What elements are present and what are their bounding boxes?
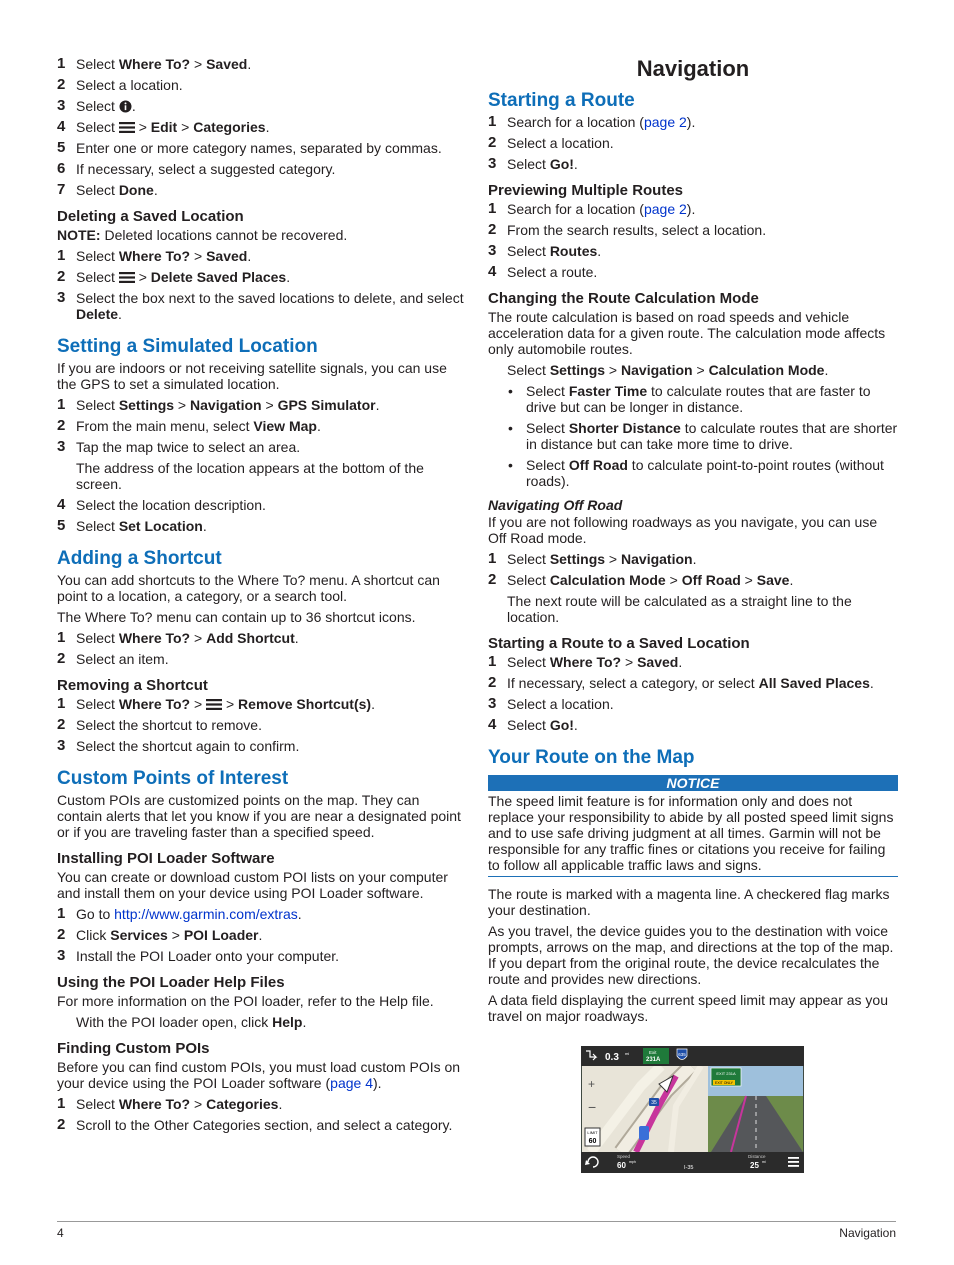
start-step <box>488 114 898 130</box>
help-intro: For more information on the POI loader, refer to the Help file. <box>57 993 434 1009</box>
saved-step <box>488 675 898 691</box>
right-column <box>488 0 898 1029</box>
sim-intro: If you are indoors or not receiving satellite signals, you can use the GPS to set a simulated location. <box>57 360 447 392</box>
info-icon <box>119 100 132 113</box>
saved-step <box>488 696 898 712</box>
step-text: Go to http://www.garmin.com/extras. <box>76 906 302 922</box>
current-road-name: I-35 <box>684 1165 694 1171</box>
bullet-dot: • <box>508 457 513 473</box>
calc-bullet-item <box>488 420 898 452</box>
remove-step <box>57 738 467 754</box>
step-text: Select Where To? > Saved. <box>76 56 252 72</box>
step-number: 3 <box>57 947 66 964</box>
steps-remove <box>57 696 467 754</box>
footer-section: Navigation <box>839 1226 896 1240</box>
calc-indent: Select Settings > Navigation > Calculation Mode. <box>507 362 829 378</box>
find-step <box>57 1096 467 1112</box>
map-screen-svg <box>581 1046 804 1173</box>
saved-edit-step <box>57 140 467 156</box>
step-text: Select Where To? > > Remove Shortcut(s). <box>76 696 375 712</box>
step-text: Select the location description. <box>76 497 266 513</box>
speed-limit-label: LIMIT <box>587 1130 598 1135</box>
remove-step <box>57 717 467 733</box>
offroad-step <box>488 572 898 588</box>
step-text: Select . <box>76 98 136 114</box>
steps-sim <box>57 397 467 455</box>
step-text: Click Services > POI Loader. <box>76 927 263 943</box>
heading-installing-poi-loader: Installing POI Loader Software <box>57 850 275 867</box>
offroad-intro: If you are not following roadways as you navigate, you can use Off Road mode. <box>488 514 878 546</box>
step-number: 6 <box>57 160 66 177</box>
step-number: 2 <box>57 716 66 733</box>
steps-offroad <box>488 551 898 588</box>
steps-saved-edit <box>57 56 467 198</box>
step-number: 1 <box>57 695 66 712</box>
footer-page-number: 4 <box>57 1226 64 1240</box>
step-number: 2 <box>57 1116 66 1133</box>
sim-step <box>57 518 467 534</box>
map-paragraph-2: As you travel, the device guides you to the destination with voice prompts, arrows on the map, and directions at the top of the map. If you depart from the original route, the device recalculates the route and provides new directions. <box>488 923 894 987</box>
step-text: Select a location. <box>507 696 614 712</box>
page-title: Navigation <box>636 56 750 81</box>
step-number: 3 <box>57 438 66 455</box>
step-text: Scroll to the Other Categories section, and select a category. <box>76 1117 453 1133</box>
delete-step <box>57 269 467 285</box>
exit-only-text: EXIT ONLY <box>715 1081 733 1085</box>
step-number: 2 <box>57 650 66 667</box>
step-text: Select the shortcut again to confirm. <box>76 738 300 754</box>
step-number: 3 <box>57 289 66 306</box>
step-text: Select Settings > Navigation > GPS Simulator. <box>76 397 380 413</box>
offroad-result: The next route will be calculated as a straight line to the location. <box>507 593 852 625</box>
steps-start <box>488 114 898 172</box>
heading-finding-poi: Finding Custom POIs <box>57 1040 210 1057</box>
step-number: 1 <box>57 905 66 922</box>
step-text: Install the POI Loader onto your computer. <box>76 948 340 964</box>
start-step <box>488 156 898 172</box>
step-number: 2 <box>488 571 497 588</box>
sim-step <box>57 439 467 455</box>
step-number: 4 <box>488 716 497 733</box>
calc-bullet-item <box>488 383 898 415</box>
sim-step <box>57 418 467 434</box>
step-number: 1 <box>57 629 66 646</box>
step-number: 2 <box>57 76 66 93</box>
step-text: Select Go!. <box>507 156 578 172</box>
step-number: 1 <box>488 653 497 670</box>
poi-intro: Custom POIs are customized points on the map. They can contain alerts that let you know if you are near a designated point or if you are traveling faster than a specified speed. <box>57 792 461 840</box>
step-text: From the main menu, select View Map. <box>76 418 321 434</box>
calc-bullets <box>488 383 898 489</box>
zoom-out-icon[interactable]: − <box>588 1099 597 1115</box>
step-text: Select Settings > Navigation. <box>507 551 697 567</box>
step-number: 3 <box>57 97 66 114</box>
step-text: Select the box next to the saved locations to delete, and select Delete. <box>76 290 464 322</box>
shortcut-step <box>57 630 467 646</box>
step-text: Select a route. <box>507 264 598 280</box>
step-text: Select Done. <box>76 182 158 198</box>
notice-text: The speed limit feature is for information only and does not replace your responsibility to abide by all posted speed limit signs and to use safe driving judgment at all times. Garmin will not be responsible for any traffic fines or citations you receive for failing to follow all applicable traffic laws and signs. <box>488 791 898 877</box>
saved-edit-step <box>57 56 467 72</box>
bullet-text: Select Shorter Distance to calculate routes that are shorter in distance but can take more time to drive. <box>526 420 898 452</box>
heading-saved-route: Starting a Route to a Saved Location <box>488 635 750 652</box>
note-text: Deleted locations cannot be recovered. <box>100 227 348 243</box>
route-shield-number: 35 <box>651 1100 657 1106</box>
steps-install <box>57 906 467 964</box>
step-text: Select Where To? > Add Shortcut. <box>76 630 299 646</box>
sim-step <box>57 497 467 513</box>
step-text: Search for a location (page 2). <box>507 114 696 130</box>
step-text: From the search results, select a location. <box>507 222 767 238</box>
step-number: 2 <box>488 674 497 691</box>
delete-note <box>57 227 467 243</box>
step-number: 7 <box>57 181 66 198</box>
step-text: If necessary, select a category, or select All Saved Places. <box>507 675 874 691</box>
heading-custom-poi: Custom Points of Interest <box>57 768 289 789</box>
step-text: Select Calculation Mode > Off Road > Save. <box>507 572 794 588</box>
step-number: 3 <box>488 155 497 172</box>
map-paragraph-3: A data field displaying the current speed limit may appear as you travel on major roadways. <box>488 992 889 1024</box>
step-number: 1 <box>488 113 497 130</box>
step-number: 2 <box>57 268 66 285</box>
shortcut-intro-1: You can add shortcuts to the Where To? menu. A shortcut can point to a location, a category, or a search tool. <box>57 572 440 604</box>
heading-route-on-map: Your Route on the Map <box>488 747 695 768</box>
bullet-text: Select Faster Time to calculate routes that are faster to drive but can be longer in distance. <box>526 383 871 415</box>
step-number: 5 <box>57 139 66 156</box>
distance-value: 25 <box>750 1161 759 1170</box>
step-text: Select Where To? > Categories. <box>76 1096 283 1112</box>
saved-step <box>488 654 898 670</box>
distance-unit: mi <box>762 1160 766 1164</box>
offroad-step <box>488 551 898 567</box>
device-map-screenshot <box>581 1046 804 1173</box>
step-number: 1 <box>57 396 66 413</box>
step-number: 2 <box>57 926 66 943</box>
menu-icon <box>206 698 222 711</box>
saved-edit-step <box>57 77 467 93</box>
step-number: 3 <box>488 242 497 259</box>
speed-unit: mph <box>629 1160 636 1164</box>
steps-saved <box>488 654 898 733</box>
heading-deleting-saved-location: Deleting a Saved Location <box>57 208 244 225</box>
steps-delete <box>57 248 467 322</box>
bullet-text: Select Off Road to calculate point-to-point routes (without roads). <box>526 457 884 489</box>
heading-starting-route: Starting a Route <box>488 90 635 111</box>
step-number: 2 <box>488 221 497 238</box>
start-step <box>488 135 898 151</box>
heading-adding-shortcut: Adding a Shortcut <box>57 548 222 569</box>
interstate-number: 635 <box>678 1052 686 1057</box>
step-text: Select a location. <box>507 135 614 151</box>
exit-number: 231A <box>646 1057 661 1063</box>
install-step <box>57 927 467 943</box>
heading-previewing-routes: Previewing Multiple Routes <box>488 182 684 199</box>
bullet-dot: • <box>508 420 513 436</box>
steps-sim-b <box>57 497 467 534</box>
footer-rule <box>57 1221 896 1222</box>
step-text: Select a location. <box>76 77 183 93</box>
saved-edit-step <box>57 182 467 198</box>
delete-step <box>57 248 467 264</box>
sim-result: The address of the location appears at the bottom of the screen. <box>76 460 424 492</box>
saved-step <box>488 717 898 733</box>
step-text: Select Where To? > Saved. <box>76 248 252 264</box>
menu-icon <box>119 121 135 134</box>
zoom-in-icon[interactable]: + <box>588 1077 596 1091</box>
step-number: 2 <box>488 134 497 151</box>
step-number: 2 <box>57 417 66 434</box>
step-number: 1 <box>488 200 497 217</box>
preview-step <box>488 222 898 238</box>
bullet-dot: • <box>508 383 513 399</box>
step-text: Search for a location (page 2). <box>507 201 696 217</box>
step-text: Select Where To? > Saved. <box>507 654 683 670</box>
saved-edit-step <box>57 98 467 114</box>
step-text: Select the shortcut to remove. <box>76 717 262 733</box>
steps-preview <box>488 201 898 280</box>
step-text: Select an item. <box>76 651 169 667</box>
remove-step <box>57 696 467 712</box>
speed-limit-value: 60 <box>588 1138 597 1145</box>
heading-simulated-location: Setting a Simulated Location <box>57 336 318 357</box>
next-turn-unit: mi <box>625 1051 630 1056</box>
calc-bullet-item <box>488 457 898 489</box>
find-step <box>57 1117 467 1133</box>
step-number: 5 <box>57 517 66 534</box>
step-number: 4 <box>57 118 66 135</box>
preview-step <box>488 201 898 217</box>
step-number: 1 <box>57 55 66 72</box>
distance-label: Distance <box>748 1154 766 1159</box>
shortcut-step <box>57 651 467 667</box>
step-text: Enter one or more category names, separated by commas. <box>76 140 442 156</box>
step-number: 1 <box>57 247 66 264</box>
vehicle-icon <box>639 1126 649 1140</box>
exit-label: Exit <box>649 1050 657 1055</box>
preview-step <box>488 243 898 259</box>
note-label: NOTE: <box>57 227 101 243</box>
heading-removing-shortcut: Removing a Shortcut <box>57 677 208 694</box>
left-column <box>57 56 467 1138</box>
step-number: 1 <box>488 550 497 567</box>
steps-shortcut <box>57 630 467 667</box>
sim-step <box>57 397 467 413</box>
steps-find <box>57 1096 467 1133</box>
shortcut-intro-2: The Where To? menu can contain up to 36 shortcut icons. <box>57 609 416 625</box>
speed-label: Speed <box>617 1154 631 1159</box>
preview-step <box>488 264 898 280</box>
find-intro: Before you can find custom POIs, you must load custom POIs on your device using the POI Loader software (page 4). <box>57 1059 461 1091</box>
help-indent: With the POI loader open, click Help. <box>76 1014 307 1030</box>
notice-label: NOTICE <box>488 775 898 791</box>
heading-off-road: Navigating Off Road <box>488 497 623 513</box>
step-text: Select Routes. <box>507 243 602 259</box>
step-text: Select Set Location. <box>76 518 207 534</box>
install-step <box>57 948 467 964</box>
install-intro: You can create or download custom POI lists on your computer and install them on your device using POI Loader software. <box>57 869 448 901</box>
step-number: 4 <box>488 263 497 280</box>
saved-edit-step <box>57 161 467 177</box>
speed-value: 60 <box>617 1161 626 1170</box>
heading-calc-mode: Changing the Route Calculation Mode <box>488 290 759 307</box>
highway-sign-text: EXIT 231A <box>716 1071 736 1076</box>
step-text: If necessary, select a suggested category. <box>76 161 336 177</box>
step-text: Select > Delete Saved Places. <box>76 269 291 285</box>
step-number: 1 <box>57 1095 66 1112</box>
install-step <box>57 906 467 922</box>
step-text: Select > Edit > Categories. <box>76 119 270 135</box>
step-text: Tap the map twice to select an area. <box>76 439 301 455</box>
step-number: 3 <box>488 695 497 712</box>
menu-icon[interactable] <box>788 1157 799 1167</box>
map-paragraph-1: The route is marked with a magenta line. A checkered flag marks your destination. <box>488 886 890 918</box>
calc-intro: The route calculation is based on road speeds and vehicle acceleration data for a given route. The calculation mode affects only automobile routes. <box>488 309 886 357</box>
menu-icon <box>119 271 135 284</box>
step-number: 4 <box>57 496 66 513</box>
saved-edit-step <box>57 119 467 135</box>
next-turn-distance: 0.3 <box>605 1052 619 1063</box>
heading-poi-help: Using the POI Loader Help Files <box>57 974 285 991</box>
step-text: Select Go!. <box>507 717 578 733</box>
delete-step <box>57 290 467 322</box>
step-number: 3 <box>57 737 66 754</box>
